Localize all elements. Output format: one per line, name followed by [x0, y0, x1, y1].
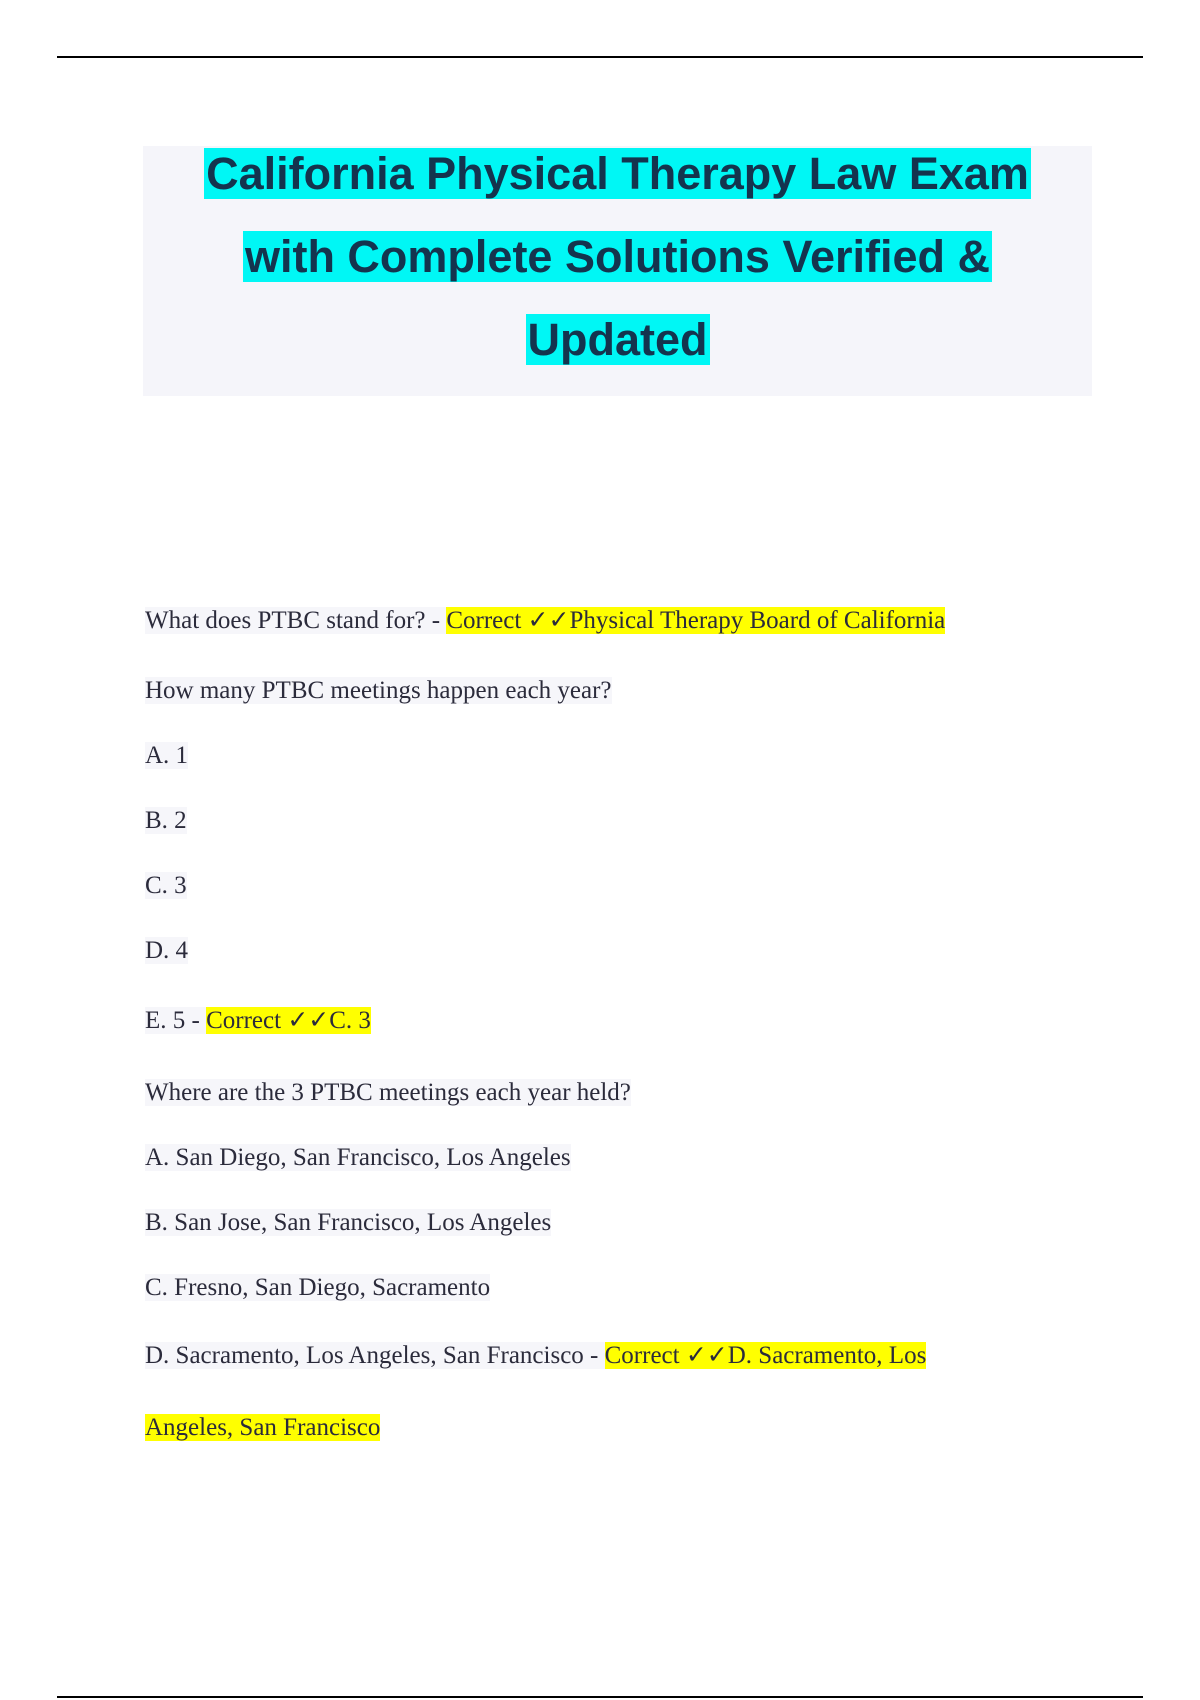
question-2-option-e: E. 5 - Correct ✓✓C. 3: [145, 1007, 371, 1034]
title-line-3: Updated: [527, 314, 708, 365]
question-3-answer-part-2: Angeles, San Francisco: [145, 1414, 381, 1441]
question-1-text: What does PTBC stand for? -: [145, 607, 447, 634]
title-line-1: California Physical Therapy Law Exam: [206, 148, 1029, 199]
question-3-option-b: B. San Jose, San Francisco, Los Angeles: [145, 1209, 552, 1236]
title-block: [143, 146, 1092, 396]
question-2-option-d: D. 4: [145, 937, 189, 964]
question-2-text: How many PTBC meetings happen each year?: [145, 677, 612, 704]
question-3-option-c: C. Fresno, San Diego, Sacramento: [145, 1274, 491, 1301]
question-3: [145, 1075, 631, 1111]
question-1: [145, 603, 945, 639]
question-2-option-a: A. 1: [145, 742, 189, 769]
question-2-option-b: B. 2: [145, 807, 187, 834]
question-3-answer-part-1: Correct ✓✓D. Sacramento, Los: [604, 1342, 927, 1369]
title-line-2: with Complete Solutions Verified &: [244, 231, 991, 282]
question-1-answer: Correct ✓✓Physical Therapy Board of California: [446, 607, 946, 634]
top-rule: [57, 56, 1143, 58]
bottom-rule: [57, 1696, 1143, 1698]
question-3-text: Where are the 3 PTBC meetings each year held?: [145, 1079, 631, 1106]
question-2: [145, 673, 612, 709]
question-3-answer-continued: [145, 1410, 380, 1446]
question-2-answer: Correct ✓✓C. 3: [206, 1007, 371, 1034]
question-2-option-c: C. 3: [145, 872, 187, 899]
question-3-option-a: A. San Diego, San Francisco, Los Angeles: [145, 1144, 571, 1171]
question-3-option-d: D. Sacramento, Los Angeles, San Francisco - Correct ✓✓D. Sacramento, Los: [145, 1342, 927, 1369]
